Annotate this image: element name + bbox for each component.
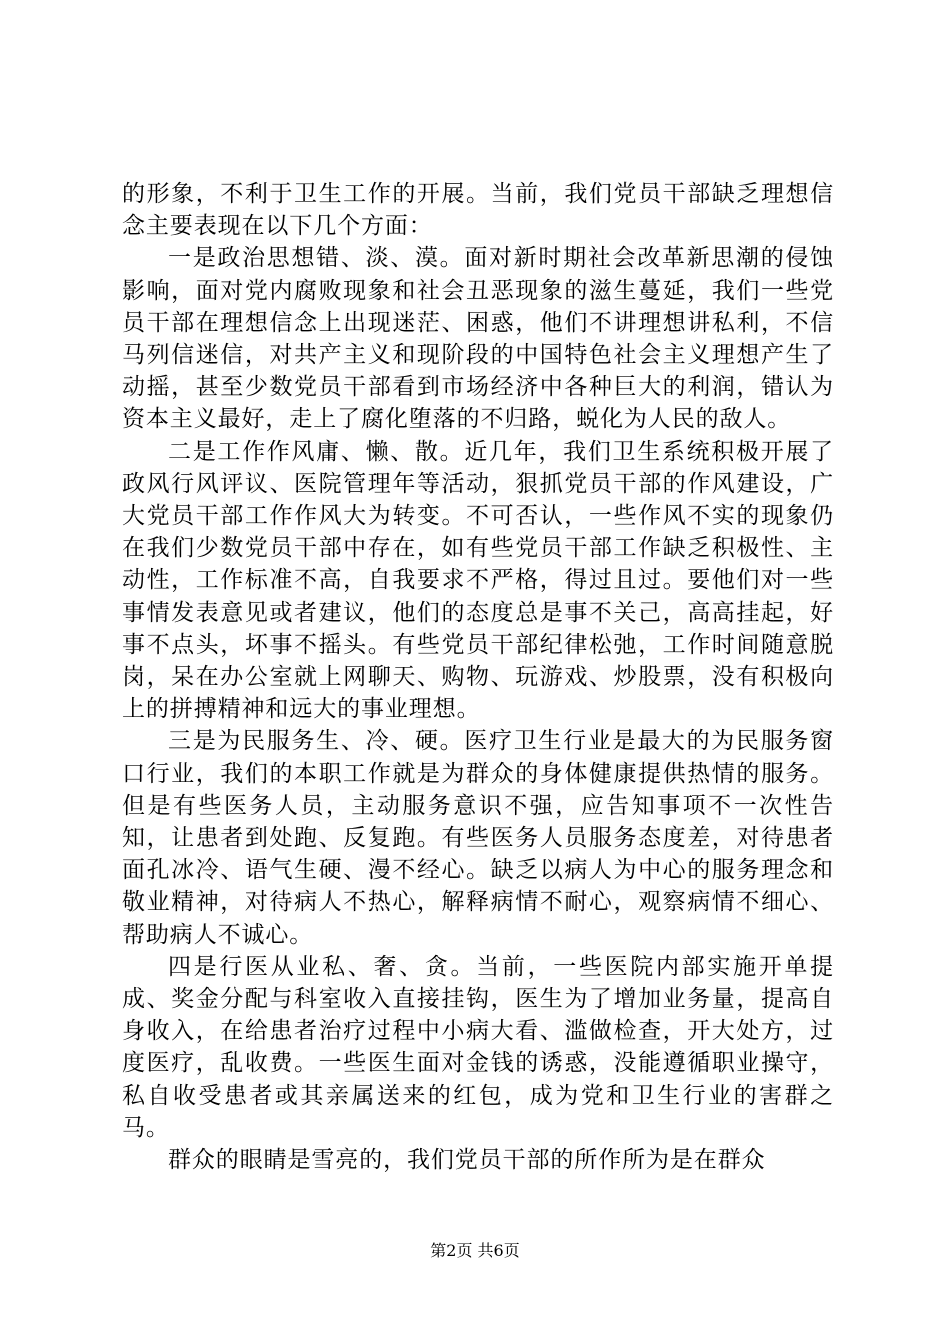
- paragraph-masses: 群众的眼睛是雪亮的，我们党员干部的所作所为是在群众: [168, 1147, 766, 1174]
- paragraph-public-service: 三是为民服务生、冷、硬。医疗卫生行业是最大的为民服务窗口行业，我们的本职工作就是为群众的身体健康提供热情的服务。但是有些医务人员，主动服务意识不强，应告知事项不一次性告知，让患者到处跑、反复跑。有些医务人员服务态度差，对待患者面孔冰冷、语气生硬、漫不经心。缺乏以病人为中心的服务理念和敬业精神，对待病人不热心，解释病情不耐心，观察病情不细心、帮助病人不诚心。: [122, 728, 834, 948]
- paragraph-political-thought: 一是政治思想错、淡、漠。面对新时期社会改革新思潮的侵蚀影响，面对党内腐败现象和社会丑恶现象的滋生蔓延，我们一些党员干部在理想信念上出现迷茫、困惑，他们不讲理想讲私利，不信马列信迷信，对共产主义和现阶段的中国特色社会主义理想产生了动摇，甚至少数党员干部看到市场经济中各种巨大的利润，错认为资本主义最好，走上了腐化堕落的不归路，蜕化为人民的敌人。: [122, 245, 834, 433]
- body-text: [122, 178, 834, 1176]
- page-number-footer: 第2页 共6页: [430, 1241, 520, 1260]
- paragraph-medical-practice: 四是行医从业私、奢、贪。当前，一些医院内部实施开单提成、奖金分配与科室收入直接挂钩，医生为了增加业务量，提高自身收入，在给患者治疗过程中小病大看、滥做检查，开大处方，过度医疗，乱收费。一些医生面对金钱的诱惑，没能遵循职业操守，私自收受患者或其亲属送来的红包，成为党和卫生行业的害群之马。: [122, 953, 834, 1141]
- paragraph-continued: 的形象，不利于卫生工作的开展。当前，我们党员干部缺乏理想信念主要表现在以下几个方面：: [122, 181, 834, 240]
- paragraph-work-style: 二是工作作风庸、懒、散。近几年，我们卫生系统积极开展了政风行风评议、医院管理年等活动，狠抓党员干部的作风建设，广大党员干部工作作风大为转变。不可否认，一些作风不实的现象仍在我们少数党员干部中存在，如有些党员干部工作缺乏积极性、主动性，工作标准不高，自我要求不严格，得过且过。要他们对一些事情发表意见或者建议，他们的态度总是事不关己，高高挂起，好事不点头，坏事不摇头。有些党员干部纪律松弛，工作时间随意脱岗，呆在办公室就上网聊天、购物、玩游戏、炒股票，没有积极向上的拼搏精神和远大的事业理想。: [122, 438, 834, 723]
